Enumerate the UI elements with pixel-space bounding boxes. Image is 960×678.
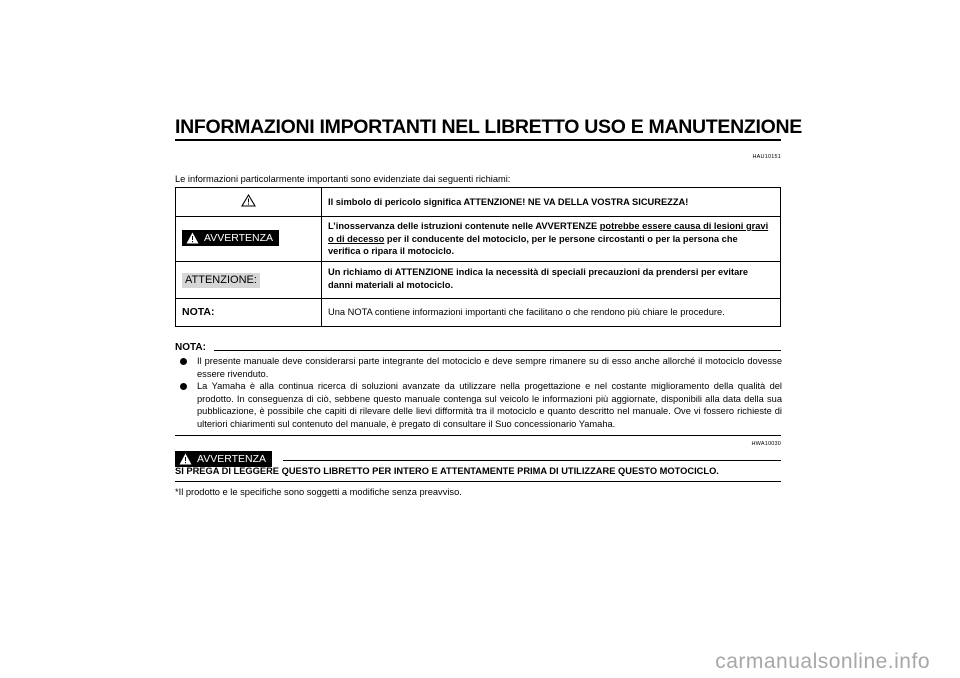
footnote: *Il prodotto e le specifiche sono soggetti a modifiche senza preavviso. xyxy=(175,487,462,497)
notes-rule xyxy=(214,350,781,351)
warning-icon xyxy=(179,453,192,465)
note-description: Una NOTA contiene informazioni importanti che facilitano o che rendono più chiare le procedure. xyxy=(322,299,781,327)
table-row xyxy=(176,262,781,299)
reference-code: HAU10151 xyxy=(752,154,781,160)
warning-badge-label: AVVERTENZA xyxy=(204,232,274,245)
symbol-cell xyxy=(176,188,322,217)
symbols-table xyxy=(175,187,781,327)
list-item-text: La Yamaha è alla continua ricerca di soluzioni avanzate da utilizzare nella progettazione e nel costante miglioramento della qualità del prodotto. In conseguenza di ciò, sebbene questo manuale contenga sul veicolo le informazioni più aggiornate, disponibili alla data della sua pubblicazione, è possibile che capiti di rilevare delle lievi difformità tra il motociclo e quanto descritto nel manuale. Ove vi fossero richieste di ulteriori chiarimenti sul contenuto del manuale, è pregato di consultare il Suo concessionario Yamaha. xyxy=(197,381,782,429)
warning-triangle-icon xyxy=(241,194,256,207)
table-row xyxy=(176,217,781,262)
list-item xyxy=(180,355,782,380)
reference-code: HWA10030 xyxy=(751,441,781,447)
symbol-description: Il simbolo di pericolo significa ATTENZIONE! NE VA DELLA VOSTRA SICUREZZA! xyxy=(322,188,781,217)
title-rule xyxy=(175,139,781,141)
attention-description: Un richiamo di ATTENZIONE indica la necessità di speciali precauzioni da prendersi per evitare danni materiali al motociclo. xyxy=(322,262,781,299)
warning-text-c: per il conducente del motociclo, per le persone circostanti o per la persona che verifica o ripara il motociclo. xyxy=(328,233,738,256)
notes-heading: NOTA: xyxy=(175,342,206,353)
warning-rule xyxy=(283,460,781,461)
note-label: NOTA: xyxy=(182,306,215,319)
warning-text: SI PREGA DI LEGGERE QUESTO LIBRETTO PER INTERO E ATTENTAMENTE PRIMA DI UTILIZZARE QUESTO MOTOCICLO. xyxy=(175,466,719,476)
bullet-icon xyxy=(180,358,187,365)
warning-badge xyxy=(182,230,279,246)
bullet-icon xyxy=(180,383,187,390)
intro-text: Le informazioni particolarmente importanti sono evidenziate dai seguenti richiami: xyxy=(175,174,511,184)
warning-end-rule xyxy=(175,481,781,482)
warning-description xyxy=(322,217,781,262)
table-row xyxy=(176,299,781,327)
page-title: INFORMAZIONI IMPORTANTI NEL LIBRETTO USO E MANUTENZIONE xyxy=(175,116,802,138)
notes-end-rule xyxy=(175,435,781,436)
warning-badge xyxy=(175,451,272,467)
table-row xyxy=(176,188,781,217)
symbol-cell xyxy=(176,217,322,262)
watermark: carmanualsonline.info xyxy=(715,650,930,673)
symbol-cell xyxy=(176,299,322,327)
attention-badge: ATTENZIONE: xyxy=(182,273,260,288)
list-item-text: Il presente manuale deve considerarsi parte integrante del motociclo e deve sempre rimanere su di esso anche allorché il motociclo dovesse essere rivenduto. xyxy=(197,356,782,379)
warning-badge-label: AVVERTENZA xyxy=(197,453,267,465)
warning-text-a: L’inosservanza delle istruzioni contenute nelle AVVERTENZE xyxy=(328,221,600,231)
warning-text-underlined: potrebbe essere causa di lesioni gravi o di decesso xyxy=(328,221,769,244)
warning-icon xyxy=(186,232,199,244)
symbol-cell xyxy=(176,262,322,299)
list-item xyxy=(180,380,782,430)
